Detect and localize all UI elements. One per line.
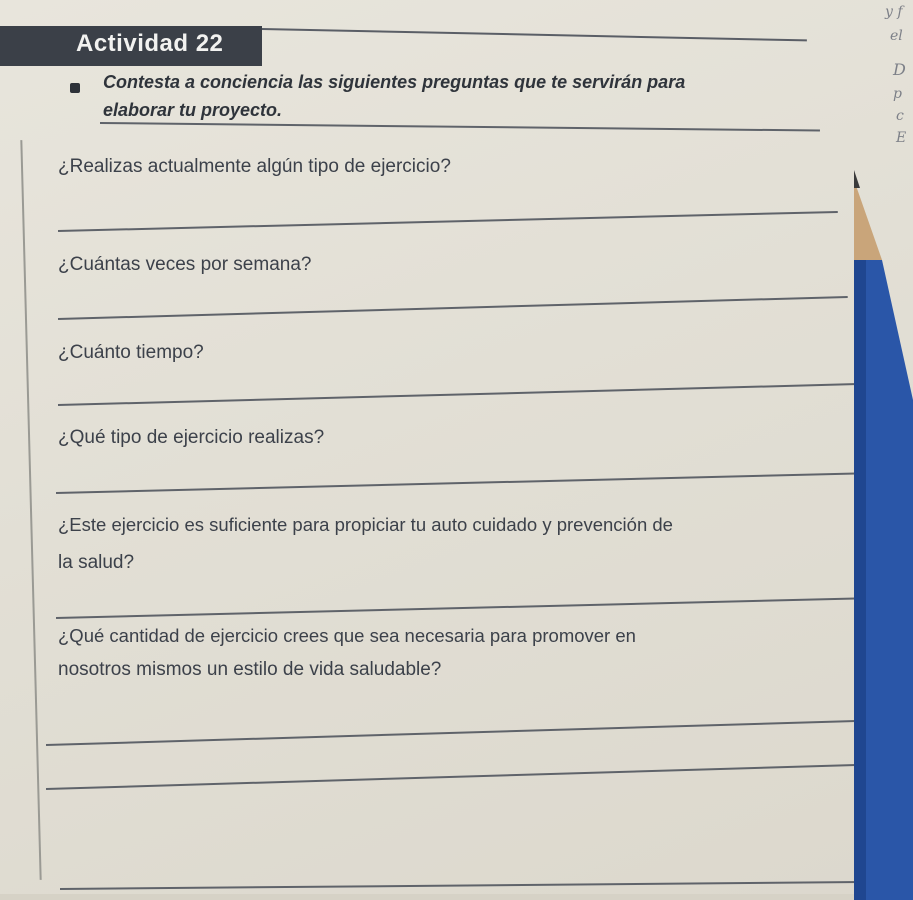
answer-line-1[interactable]	[58, 211, 838, 232]
margin-note-5: c	[896, 108, 904, 124]
question-5-line-1: ¿Este ejercicio es suficiente para propiciar tu auto cuidado y prevención de	[58, 514, 673, 535]
answer-line-4[interactable]	[56, 472, 856, 493]
question-6-line-1: ¿Qué cantidad de ejercicio crees que sea necesaria para promover en	[58, 625, 636, 646]
page-bottom-line	[60, 881, 913, 890]
margin-note-4: p	[893, 86, 902, 102]
answer-line-6b[interactable]	[46, 762, 906, 789]
answer-line-3[interactable]	[58, 383, 858, 405]
question-2: ¿Cuántas veces por semana?	[58, 254, 312, 275]
margin-note-2: el	[890, 28, 903, 44]
question-3: ¿Cuánto tiempo?	[58, 342, 204, 363]
pencil-wood-tip	[854, 180, 882, 260]
question-5-line-2: la salud?	[58, 552, 135, 573]
answer-line-5[interactable]	[56, 597, 866, 618]
instruction-line-1: Contesta a conciencia las siguientes preguntas que te servirán para	[103, 72, 686, 92]
question-4: ¿Qué tipo de ejercicio realizas?	[58, 427, 325, 448]
margin-note-3: D	[893, 60, 906, 79]
margin-note-6: E	[896, 130, 907, 146]
pencil-lead-tip	[854, 170, 860, 188]
activity-title: Actividad 22	[76, 30, 224, 57]
margin-note-1: y f	[885, 4, 903, 20]
question-6-line-2: nosotros mismos un estilo de vida saludable?	[58, 659, 442, 680]
instruction-underline	[100, 122, 820, 131]
pencil-icon	[842, 160, 913, 900]
question-1: ¿Realizas actualmente algún tipo de ejercicio?	[58, 156, 451, 177]
pencil-body-shade	[854, 260, 866, 900]
instruction-line-2: elaborar tu proyecto.	[103, 100, 283, 120]
page-margin-line	[20, 140, 41, 880]
bullet-icon	[70, 83, 80, 93]
answer-line-6a[interactable]	[46, 718, 906, 745]
answer-line-2[interactable]	[58, 296, 848, 320]
header-underline	[262, 28, 807, 41]
